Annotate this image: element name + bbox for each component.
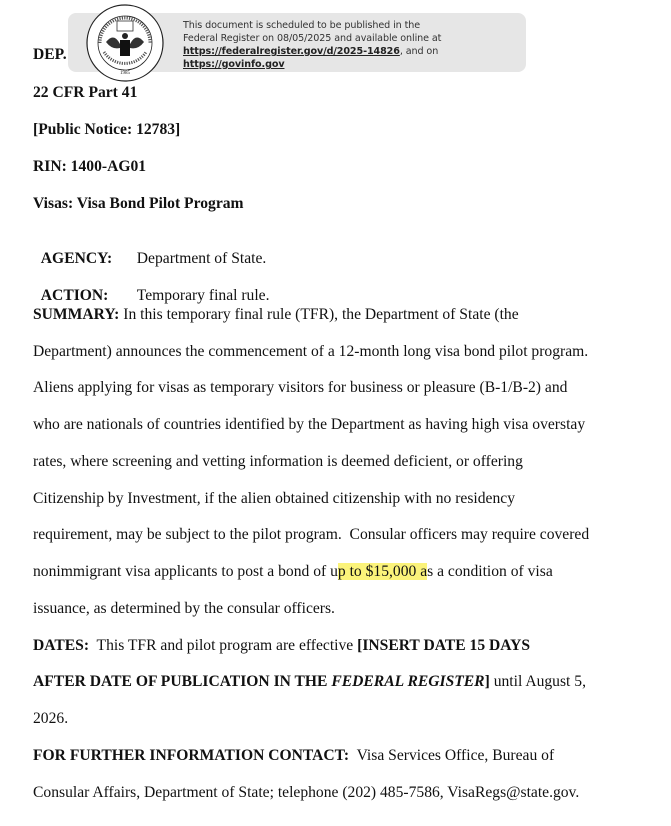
contact-text: Visa Services Office, Bureau of [349,747,555,764]
dates-line [33,673,586,691]
rin: RIN: 1400-AG01 [33,158,147,175]
contact-line [33,747,554,765]
contact-label: FOR FURTHER INFORMATION CONTACT: [33,747,350,764]
summary-line: Aliens applying for visas as temporary visitors for business or pleasure (B-1/B-2) and [33,379,568,396]
govinfo-link[interactable]: https://govinfo.gov [183,59,285,70]
federal-register-link[interactable]: https://federalregister.gov/d/2025-14826 [183,46,400,57]
summary-line: Citizenship by Investment, if the alien obtained citizenship with no residency [33,490,515,507]
summary-line [33,306,519,324]
summary-line: requirement, may be subject to the pilot program. Consular officers may require covered [33,526,590,543]
public-notice: [Public Notice: 12783] [33,121,181,138]
dates-text: until August 5, [489,673,586,690]
contact-line: Consular Affairs, Department of State; telephone (202) 485-7586, VisaRegs@state.gov. [33,784,580,801]
agency-label: AGENCY: [40,250,113,267]
summary-line: Department) announces the commencement of a 12-month long visa bond pilot program. [33,343,589,360]
summary-text: In this temporary final rule (TFR), the Department of State (the [119,306,519,323]
department-heading-partial: DEP. [33,46,67,63]
bracket: ] [484,673,490,690]
summary-line [33,563,553,581]
summary-line: issuance, as determined by the consular officers. [33,600,335,617]
action-row [33,269,270,305]
dates-insert-placeholder: [INSERT DATE 15 DAYS [357,637,531,654]
agency-row [33,232,266,268]
summary-line: who are nationals of countries identified by the Department as having high visa overstay [33,416,586,433]
notice-line-2: Federal Register on 08/05/2025 and available online at [183,33,442,44]
notice-line-1: This document is scheduled to be published in the [183,20,421,31]
cfr-part: 22 CFR Part 41 [33,84,138,101]
dates-label: DATES: [33,637,90,654]
federal-register-italic: FEDERAL REGISTER [331,673,485,690]
summary-text: nonimmigrant visa applicants to post a bond of u [33,563,338,580]
svg-text:1985: 1985 [120,71,130,76]
dates-line: 2026. [33,710,69,727]
agency-value: Department of State. [136,250,267,267]
action-value: Temporary final rule. [136,287,270,304]
summary-text: s a condition of visa [427,563,553,580]
publication-notice [183,19,528,71]
highlighted-bond-amount: p to $15,000 a [337,563,428,580]
national-archives-seal-icon [86,4,164,82]
dates-text: This TFR and pilot program are effective [89,637,358,654]
action-label: ACTION: [40,287,109,304]
dates-insert-placeholder: AFTER DATE OF PUBLICATION IN THE [33,673,332,690]
summary-label: SUMMARY: [33,306,120,323]
summary-line: rates, where screening and vetting information is deemed deficient, or offering [33,453,523,470]
notice-line-3 [183,45,528,71]
dates-line [33,637,530,655]
document-title: Visas: Visa Bond Pilot Program [33,195,244,212]
notice-mid-text: , and on [399,46,439,57]
